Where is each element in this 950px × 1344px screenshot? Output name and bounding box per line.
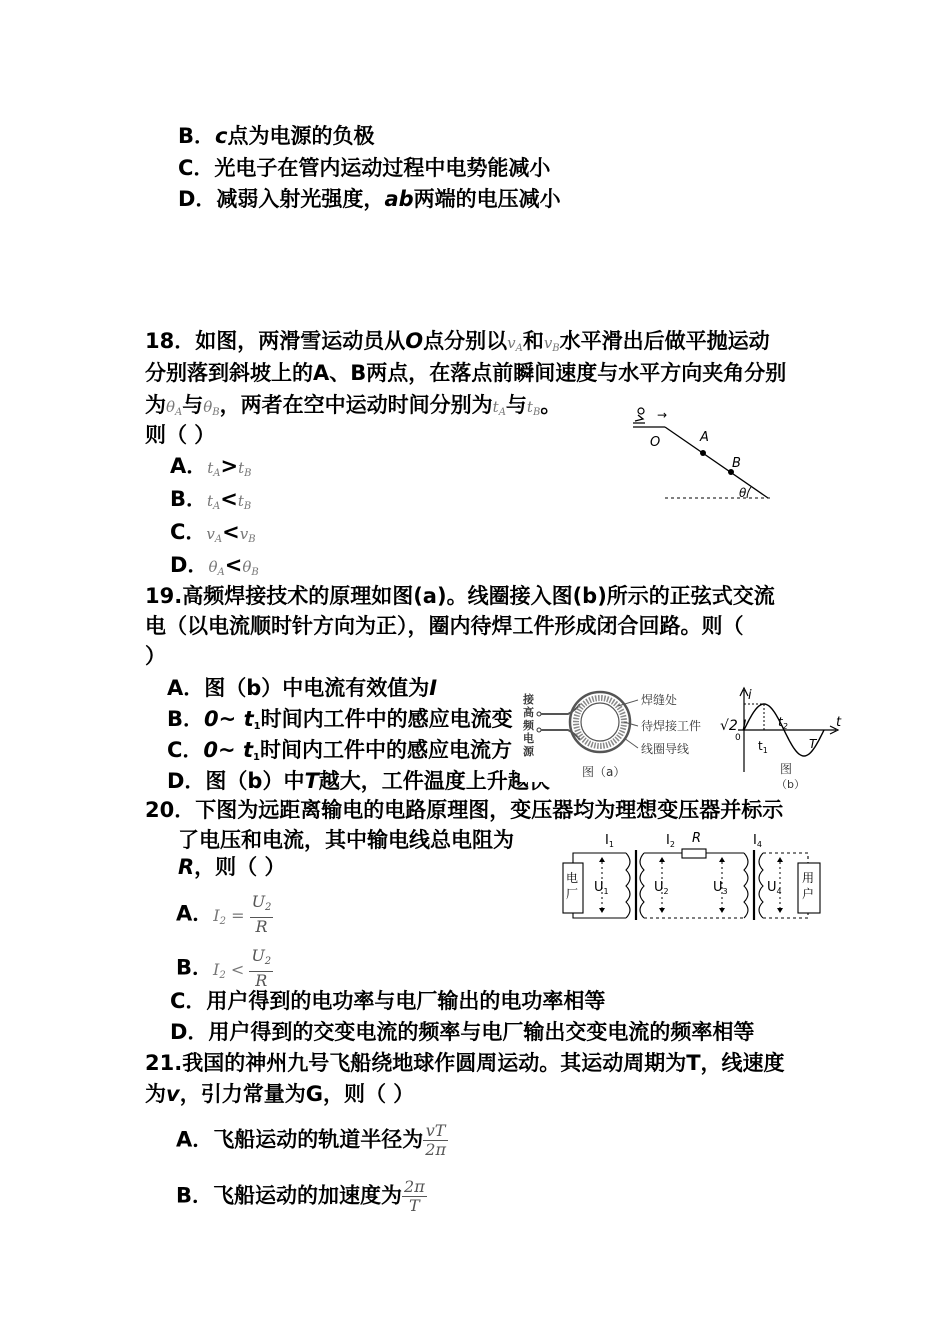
skier-icon — [633, 408, 645, 423]
q20-fig-user-char: 用 — [802, 871, 815, 885]
q19-figure-b — [718, 684, 848, 794]
q20-fig-label-i2: $I_2$ — [666, 833, 675, 849]
q20-fig-plant-char: 厂 — [566, 887, 579, 901]
q19-fig-b-period: T — [809, 737, 817, 751]
q19-fig-a-workpiece-label: 待焊接工件 — [641, 719, 702, 733]
q19-fig-b-t1: $t_1$ — [758, 739, 768, 755]
q19-fig-a-source-char: 频 — [523, 719, 534, 732]
q19-fig-a-source-char: 电 — [523, 732, 534, 745]
q20-option-c: C．用户得到的电功率与电厂输出的电功率相等 — [170, 989, 606, 1013]
q20-stem-line-3: R，则（ ） — [178, 855, 286, 879]
q19-option-d: D．图（b）中T越大，工件温度上升越快 — [167, 769, 550, 793]
q21-stem-line-2: 为v，引力常量为G，则（ ） — [145, 1082, 415, 1106]
q18-fig-label-theta: θ — [739, 486, 747, 500]
q20-fig-coil-2 — [640, 853, 644, 918]
q19-option-a: A．图（b）中电流有效值为I — [167, 676, 438, 700]
q18-fig-label-o: O — [650, 435, 661, 450]
q18-stem-line-1: 18．如图，两滑雪运动员从O点分别以$v_A$和$v_B$水平滑出后做平抛运动 — [145, 329, 770, 354]
q20-fig-label-u2: $U_2$ — [654, 880, 669, 896]
q18-fig-angle-arc — [747, 487, 751, 498]
q20-fig-coil-3 — [744, 853, 748, 918]
q19-fig-a-caption: 图（a） — [582, 765, 626, 779]
q20-fig-label-u4: $U_4$ — [767, 880, 782, 896]
q20-stem-line-2: 了电压和电流，其中输电线总电阻为 — [178, 828, 514, 852]
q19-fig-b-caption-top: 图 — [780, 762, 793, 776]
q17-option-d: D．减弱入射光强度，ab两端的电压减小 — [178, 187, 561, 211]
q20-circuit-figure — [558, 830, 828, 922]
q19-fig-b-t-label: t — [836, 715, 842, 730]
q18-fig-slope-line — [665, 427, 768, 498]
q19-fig-a-terminal — [537, 712, 541, 716]
q20-fig-label-r: R — [692, 831, 702, 846]
q20-option-d: D．用户得到的交变电流的频率与电厂输出交变电流的频率相等 — [170, 1020, 755, 1044]
q18-fig-point-a — [700, 450, 706, 456]
q18-option-a: A．$t_A>t_B$ — [170, 454, 252, 479]
q21-option-b: B．飞船运动的加速度为 $\frac{2\pi}{T}$ — [176, 1177, 425, 1215]
q19-figure-a — [520, 686, 720, 782]
q18-stem-line-4: 则（ ） — [145, 423, 216, 447]
q19-fig-b-amplitude: √2 I — [720, 718, 747, 734]
q20-option-b: B．$I_2$ < $\frac{U_2}{R}$ — [176, 946, 272, 990]
q19-fig-a-weld-label: 焊缝处 — [641, 693, 678, 707]
q20-option-a: A．$I_2$ = $\frac{U_2}{R}$ — [176, 892, 272, 936]
q18-option-d: D．$\theta_A<\theta_B$ — [170, 553, 259, 578]
q18-fig-arrow: → — [657, 408, 668, 422]
q19-stem-line-3: ） — [145, 644, 166, 668]
q20-fig-label-u1: $U_1$ — [594, 880, 609, 896]
q19-fig-a-terminal — [537, 728, 541, 732]
q19-fig-a-source-char: 接 — [523, 693, 534, 706]
q17-option-b: B．c点为电源的负极 — [178, 124, 375, 148]
q19-option-c: C．0~ $t_1$时间内工件中的感应电流方 — [167, 738, 512, 763]
q21-option-a: A．飞船运动的轨道半径为 $\frac{vT}{2\pi}$ — [176, 1121, 446, 1159]
q21-stem-line-1: 21.我国的神州九号飞船绕地球作圆周运动。其运动周期为T，线速度 — [145, 1051, 785, 1075]
q20-fig-resistor — [682, 849, 706, 858]
q19-stem-line-1: 19.高频焊接技术的原理如图(a)。线圈接入图(b)所示的正弦式交流 — [145, 584, 775, 608]
q18-option-b: B．$t_A<t_B$ — [170, 487, 252, 512]
q18-stem-line-2: 分别落到斜坡上的A、B两点，在落点前瞬间速度与水平方向夹角分别 — [145, 361, 787, 385]
q18-stem-line-3: 为$\theta_A$与$\theta_B$，两者在空中运动时间分别为$t_A$与$t_B$。 — [145, 393, 562, 418]
q18-slope-figure — [625, 405, 785, 505]
q20-fig-label-i4: $I_4$ — [753, 833, 762, 849]
q19-stem-line-2: 电（以电流顺时针方向为正），圈内待焊工件形成闭合回路。则（ — [145, 614, 744, 638]
q18-fig-label-b: B — [732, 456, 741, 471]
q19-fig-a-source-char: 源 — [523, 745, 534, 758]
q20-fig-coil-4 — [759, 853, 763, 918]
q20-fig-label-i1: $I_1$ — [605, 833, 614, 849]
q19-fig-a-coil-label: 线圈导线 — [641, 742, 690, 756]
q19-fig-b-caption-bottom: （b） — [776, 778, 805, 791]
q19-option-b: B．0~ $t_1$时间内工件中的感应电流变 — [167, 707, 513, 732]
q18-option-c: C．$v_A<v_B$ — [170, 520, 256, 545]
q19-fig-b-i-label: i — [748, 688, 752, 703]
q18-fig-label-a: A — [700, 430, 709, 445]
q20-fig-user-char: 户 — [802, 887, 815, 901]
q19-fig-a-pointer — [624, 738, 638, 748]
q19-fig-b-t2: $t_2$ — [778, 715, 788, 731]
q20-stem-line-1: 20．下图为远距离输电的电路原理图，变压器均为理想变压器并标示 — [145, 798, 784, 822]
q17-option-c: C．光电子在管内运动过程中电势能减小 — [178, 156, 551, 180]
q19-fig-b-origin: 0 — [735, 733, 741, 743]
q20-fig-plant-char: 电 — [566, 871, 579, 885]
q19-fig-a-source-char: 高 — [523, 706, 534, 719]
q20-fig-label-u3: $U_3$ — [713, 880, 728, 896]
q20-fig-coil-1 — [626, 853, 630, 918]
